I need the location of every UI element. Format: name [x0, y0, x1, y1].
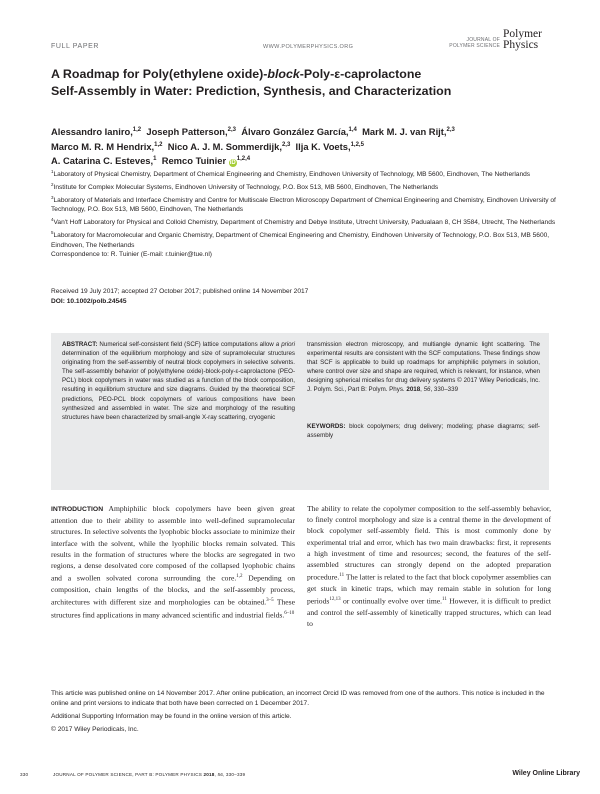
affiliation-text: Laboratory of Materials and Interface Chemistry and Centre for Multiscale Electron Microscopy Department of Chemical Engineering and Chemistry, Eindhoven University of Technology, P.O. Box 513, MB 5600, Eindhoven, The Netherlands	[51, 196, 556, 214]
affiliation	[51, 215, 561, 228]
citation[interactable]: 1,2	[236, 574, 243, 580]
supporting-info-notice: Additional Supporting Information may be found in the online version of this article.	[51, 713, 292, 720]
abstract-text: determination of the equilibrium morphology and size of supramolecular structures originating from the self-assembly of neutral block copolymers in selective solvents. The self-assembly behavior of poly(ethylene oxide)-block-poly-ε-caprolactone (PEO-PCL) block copolymers in water was studied as a function of the block composition, resulting in equilibrium structure and size diagrams. Guided by the theoretical SCF predictions, PEO-PCL block copolymers of various compositions have been synthesized and assembled in water. The size and morphology of the resulting structures have been characterized by small-angle X-ray scattering, cryogenic	[62, 350, 295, 421]
abstract-continuation: transmission electron microscopy, and multiangle dynamic light scattering. The experimental results are consistent with the SCF computations. These findings show that SCF is applicable to build up roadmaps for amphiphilic polymers in solution, where control over size and shape are required, which is relevant, for instance, when designing spherical micelles for drug delivery systems © 2017 Wiley Periodicals, Inc. J. Polym. Sci., Part B: Polym. Phys. 2018, 56, 330–339	[307, 341, 540, 394]
correction-notice: This article was published online on 14 November 2017. After online publication, an incorrect Orcid ID was removed from one of the authors. This notice is included in the online and print versions to indicate that both have been corrected on 1 December 2017.	[51, 690, 545, 707]
author-sup: 2,3	[281, 141, 291, 148]
orcid-icon[interactable]: iD	[229, 160, 236, 167]
author-sup: 1,2,5	[350, 141, 364, 148]
affiliation	[51, 228, 561, 250]
abstract-text: Numerical self-consistent field (SCF) lattice computations allow	[97, 341, 276, 348]
affiliation-text: Institute for Complex Molecular Systems, Eindhoven University of Technology, P.O. Box 513, MB 5600, Eindhoven, The Netherlands	[53, 183, 439, 191]
author: Alessandro Ianiro,	[51, 126, 133, 138]
author-sup: 2,3	[446, 127, 455, 133]
author: Álvaro González García,	[241, 126, 349, 138]
affiliation-sup: 3	[51, 194, 54, 200]
affiliation-sup: 5	[51, 229, 54, 235]
affiliation-sup: 2	[51, 181, 54, 187]
author-sup: 1,2	[154, 141, 163, 148]
citation[interactable]: 12,13	[329, 597, 341, 603]
doi[interactable]: DOI: 10.1002/polb.24545	[51, 297, 127, 305]
affiliations	[51, 167, 561, 260]
body-text: The ability to relate the copolymer composition to the self-assembly behavior, to finely control morphology and size is a central theme in the development of block copolymer self-assembly field. This is most commonly done by experimental trial and error, which has two main drawbacks: first, it represents a high investment of time and resources; second, the features of the self-assembled structures can strongly depend on the adopted preparation procedure.	[307, 504, 551, 582]
affiliation	[51, 167, 561, 180]
body-text: The latter is related to the fact that block copolymer assemblies can get stuck in kinetic traps, which may remain stable in solution for long periods	[307, 572, 551, 606]
author: Joseph Patterson,	[146, 126, 228, 138]
journal-name-line1: JOURNAL OF	[466, 37, 500, 43]
author-sup: 1,2	[132, 127, 142, 133]
title-italic: block	[267, 67, 300, 81]
received-dates: Received 19 July 2017; accepted 27 October 2017; published online 14 November 2017	[51, 288, 309, 295]
section-heading-introduction: INTRODUCTION	[51, 506, 104, 513]
footer-journal: JOURNAL OF POLYMER SCIENCE, PART B: POLYMER PHYSICS	[53, 772, 202, 777]
citation[interactable]: 11	[339, 573, 345, 579]
journal-name	[440, 37, 500, 49]
abstract-column-2	[307, 340, 540, 440]
polymer-physics-logo	[503, 29, 563, 51]
citation[interactable]: 11	[442, 597, 447, 603]
abstract-text: transmission electron microscopy, and multiangle dynamic light scattering. The experimental results are consistent with the SCF computations. These findings show that SCF is applicable to build up roadmaps for amphiphilic polymers in solution, where control over size and shape are required, which is relevant, for instance, when designing spherical micelles for drug delivery systems © 2017 Wiley Periodicals, Inc. J. Polym. Sci., Part B: Polym. Phys.	[307, 341, 540, 394]
body-text: or continually evolve over time.	[340, 596, 443, 606]
footer-volume: 56	[217, 772, 223, 777]
affiliation-text: Van't Hoff Laboratory for Physical and Colloid Chemistry, Department of Chemistry and Debye Institute, Utrecht University, Padualaan 8, CH 3584, Utrecht, The Netherlands	[53, 219, 556, 227]
journal-website[interactable]: WWW.POLYMERPHYSICS.ORG	[263, 44, 354, 50]
body-text: Amphiphilic block copolymers have been given great attention due to their ability to assemble into well-defined supramolecular structures. In selective solvents the lyophobic blocks associate to minimize their interface with the solvent, while the lyophilic blocks remain solvated. This results in the formation of structures where the blocks are segregated in two regions, a dense desolvated core composed of the collapsed lyophobic chains and a swollen solvated corona surrounding the core.	[51, 504, 295, 583]
body-column-2	[307, 503, 551, 629]
wiley-online-library-logo[interactable]: Wiley Online Library	[512, 770, 580, 777]
journal-name-line2: POLYMER SCIENCE	[449, 43, 500, 49]
keywords-text: block copolymers; drug delivery; modeling; phase diagrams; self-assembly	[307, 423, 540, 440]
abstract-volume: 56	[423, 386, 431, 394]
author: Mark M. J. van Rijt,	[362, 126, 447, 138]
author: Marco M. R. M Hendrix,	[51, 140, 155, 152]
correspondence: Correspondence to: R. Tuinier (E-mail: r.tuinier@tue.nl)	[51, 251, 212, 259]
footer-year: 2018	[203, 772, 215, 777]
page-number: 330	[20, 772, 29, 777]
author-sup: 1,4	[348, 127, 357, 133]
affiliation	[51, 180, 561, 193]
logo-line1: Polymer	[503, 28, 542, 40]
author-sup: 1	[153, 156, 157, 163]
abstract-italic: a priori	[275, 341, 295, 348]
body-text: These structures find applications in many advanced scientific and industrial fields.	[51, 597, 295, 620]
body-column-1	[51, 503, 295, 621]
section-label: FULL PAPER	[51, 43, 100, 50]
body-text: However, it is difficult to predict and control the self-assembly of kinetically trapped structures, which can lead to	[307, 596, 551, 629]
title-part1: A Roadmap for Poly(ethylene oxide)-	[51, 67, 268, 81]
author: Ilja K. Voets,	[295, 140, 351, 152]
citation[interactable]: 3–5	[266, 598, 274, 604]
author: Nico A. J. M. Sommerdijk,	[167, 140, 282, 152]
author-list	[51, 124, 571, 168]
affiliation	[51, 193, 561, 215]
keywords-label: KEYWORDS:	[307, 423, 346, 430]
abstract-column-1	[62, 340, 295, 422]
affiliation-sup: 4	[51, 216, 54, 222]
author: Remco Tuinier	[161, 155, 227, 167]
abstract-pages: , 330–339	[430, 386, 459, 394]
article-title	[51, 66, 551, 100]
title-part2: -Poly-ε-caprolactone	[299, 67, 422, 81]
page-footer	[20, 771, 580, 781]
affiliation-text: Laboratory of Physical Chemistry, Department of Chemical Engineering and Chemistry, Eindhoven University of Technology, MB 5600, Eindhoven, The Netherlands	[53, 171, 531, 179]
copyright-notice: © 2017 Wiley Periodicals, Inc.	[51, 726, 139, 733]
footer-citation: JOURNAL OF POLYMER SCIENCE, PART B: POLYMER PHYSICS 2018, 56, 330–339	[53, 772, 246, 777]
author-sup: 2,3	[227, 127, 236, 133]
affiliation-text: Laboratory for Macromolecular and Organic Chemistry, Department of Chemical Engineering and Chemistry, Eindhoven University of Technology, P.O. Box 513, MB 5600, Eindhoven, The Netherlands	[51, 231, 550, 249]
author: A. Catarina C. Esteves,	[51, 155, 154, 167]
footer-pages: , 330–339	[222, 772, 246, 777]
abstract-year: 2018	[406, 386, 421, 394]
title-line2: Self-Assembly in Water: Prediction, Synthesis, and Characterization	[51, 84, 452, 98]
abstract-label: ABSTRACT:	[62, 341, 98, 348]
citation[interactable]: 6–10	[284, 610, 295, 616]
publication-dates	[51, 287, 551, 306]
body-text: Depending on composition, chain lengths of the blocks, and the self-assembly process, architectures with different size and morphologies can be obtained.	[51, 573, 295, 607]
logo-line2: Physics	[503, 39, 539, 51]
author-sup: 1,2,4	[236, 156, 251, 163]
affiliation-sup: 1	[51, 169, 54, 174]
keywords	[307, 422, 540, 440]
publication-notice	[51, 689, 551, 738]
